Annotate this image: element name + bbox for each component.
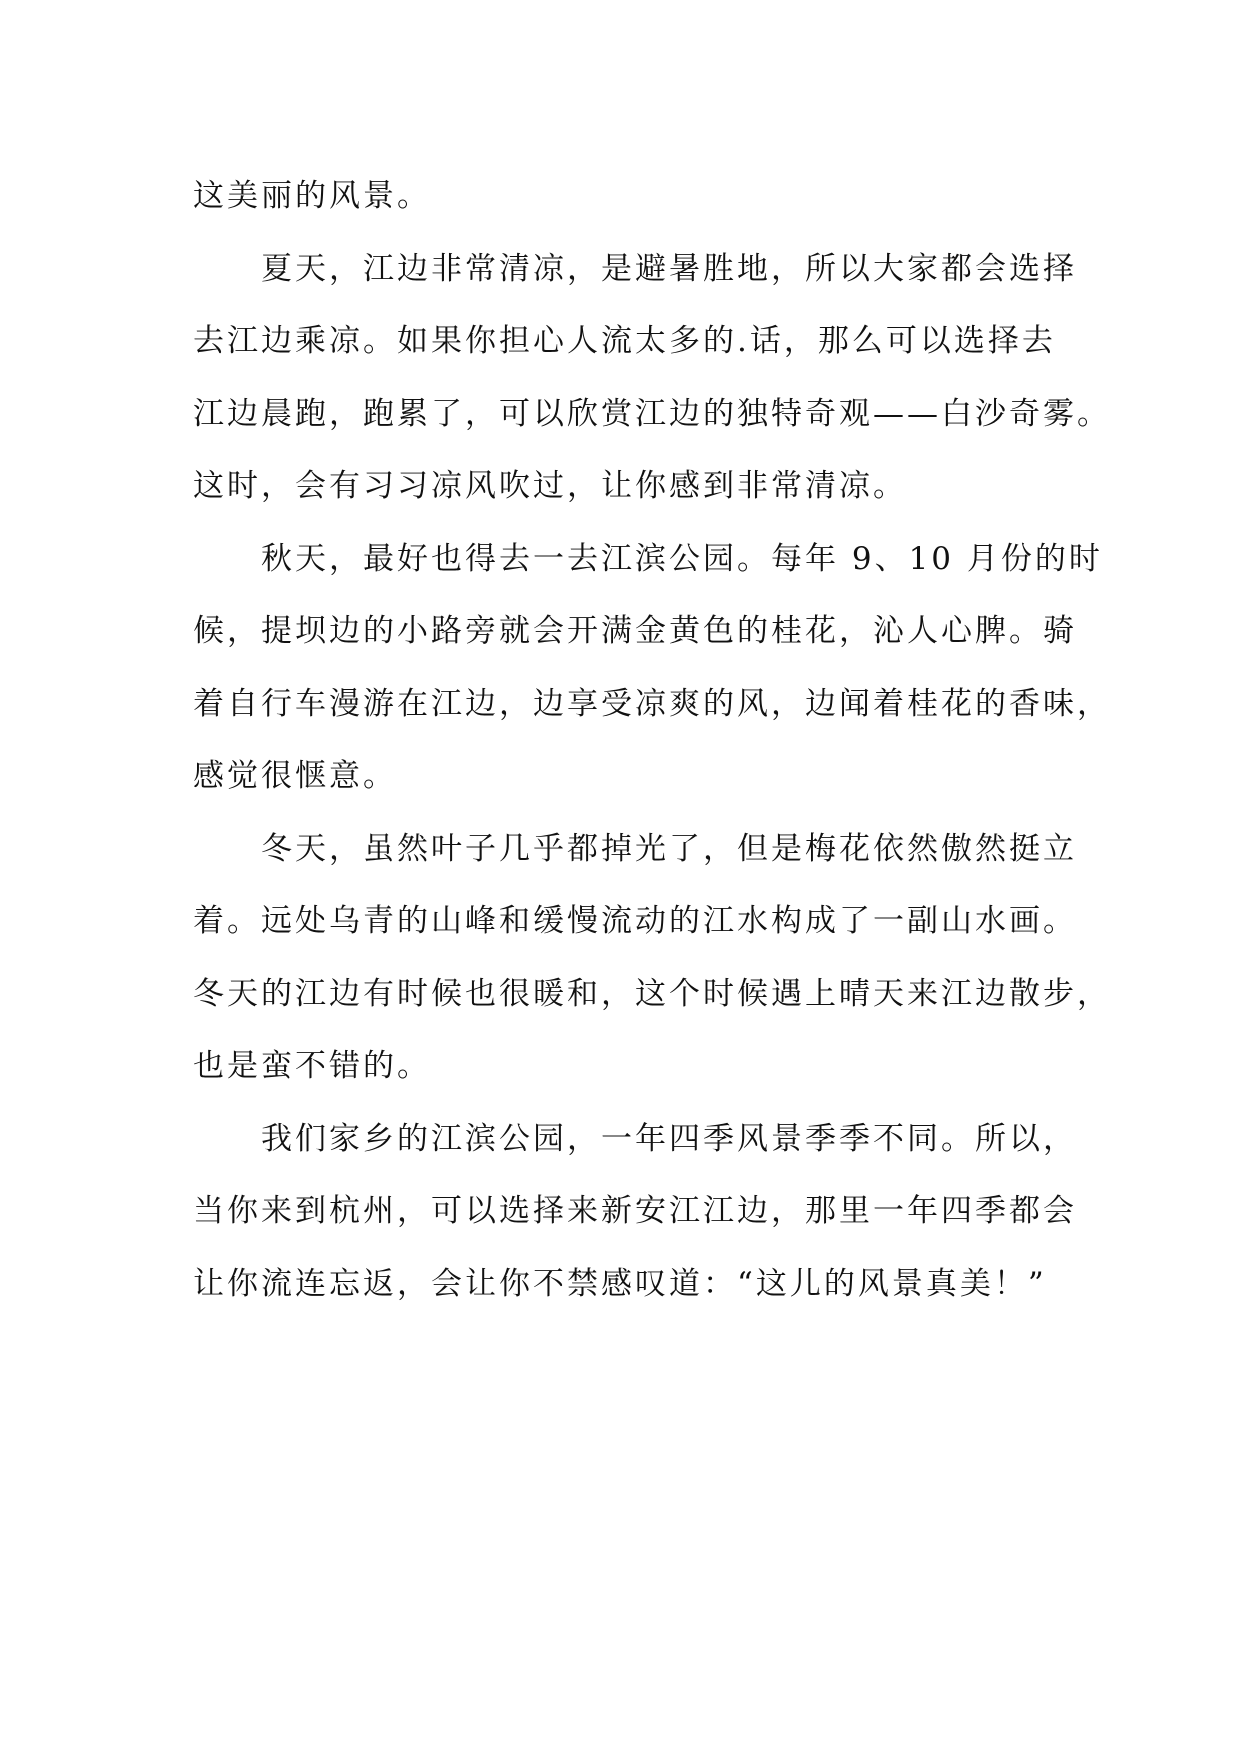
- text-line: 也是蛮不错的。: [193, 1048, 431, 1084]
- text-line: 让你流连忘返，会让你不禁感叹道：“这儿的风景真美！”: [193, 1265, 1047, 1302]
- text-line: 江边晨跑，跑累了，可以欣赏江边的独特奇观——白沙奇雾。: [193, 395, 1111, 432]
- text-line: 着自行车漫游在江边，边享受凉爽的风，边闻着桂花的香味，: [193, 685, 1111, 722]
- text-line: 冬天的江边有时候也很暖和，这个时候遇上晴天来江边散步，: [193, 975, 1111, 1012]
- paragraph-intro-end: [193, 160, 1063, 233]
- text-line: 冬天，虽然叶子几乎都掉光了，但是梅花依然傲然挺立: [261, 830, 1077, 867]
- paragraph-autumn: [193, 523, 1111, 813]
- document-body: [193, 160, 1111, 1320]
- text-line: 这时，会有习习凉风吹过，让你感到非常清凉。: [193, 468, 907, 504]
- text-line: 秋天，最好也得去一去江滨公园。每年 9、10 月份的时: [261, 540, 1103, 577]
- paragraph-winter: [193, 813, 1111, 1103]
- paragraph-conclusion: [193, 1103, 1077, 1321]
- paragraph-summer: [193, 233, 1111, 523]
- text-line: 候，提坝边的小路旁就会开满金黄色的桂花，沁人心脾。骑: [193, 613, 1077, 649]
- text-line: 我们家乡的江滨公园，一年四季风景季季不同。所以，: [261, 1120, 1077, 1157]
- text-line: 感觉很惬意。: [193, 758, 397, 794]
- text-line: 去江边乘凉。如果你担心人流太多的.话，那么可以选择去: [193, 323, 1056, 359]
- text-line: 当你来到杭州，可以选择来新安江江边，那里一年四季都会: [193, 1193, 1077, 1229]
- text-line: 这美丽的风景。: [193, 178, 431, 214]
- text-line: 着。远处乌青的山峰和缓慢流动的江水构成了一副山水画。: [193, 903, 1077, 939]
- text-line: 夏天，江边非常清凉，是避暑胜地，所以大家都会选择: [261, 250, 1077, 287]
